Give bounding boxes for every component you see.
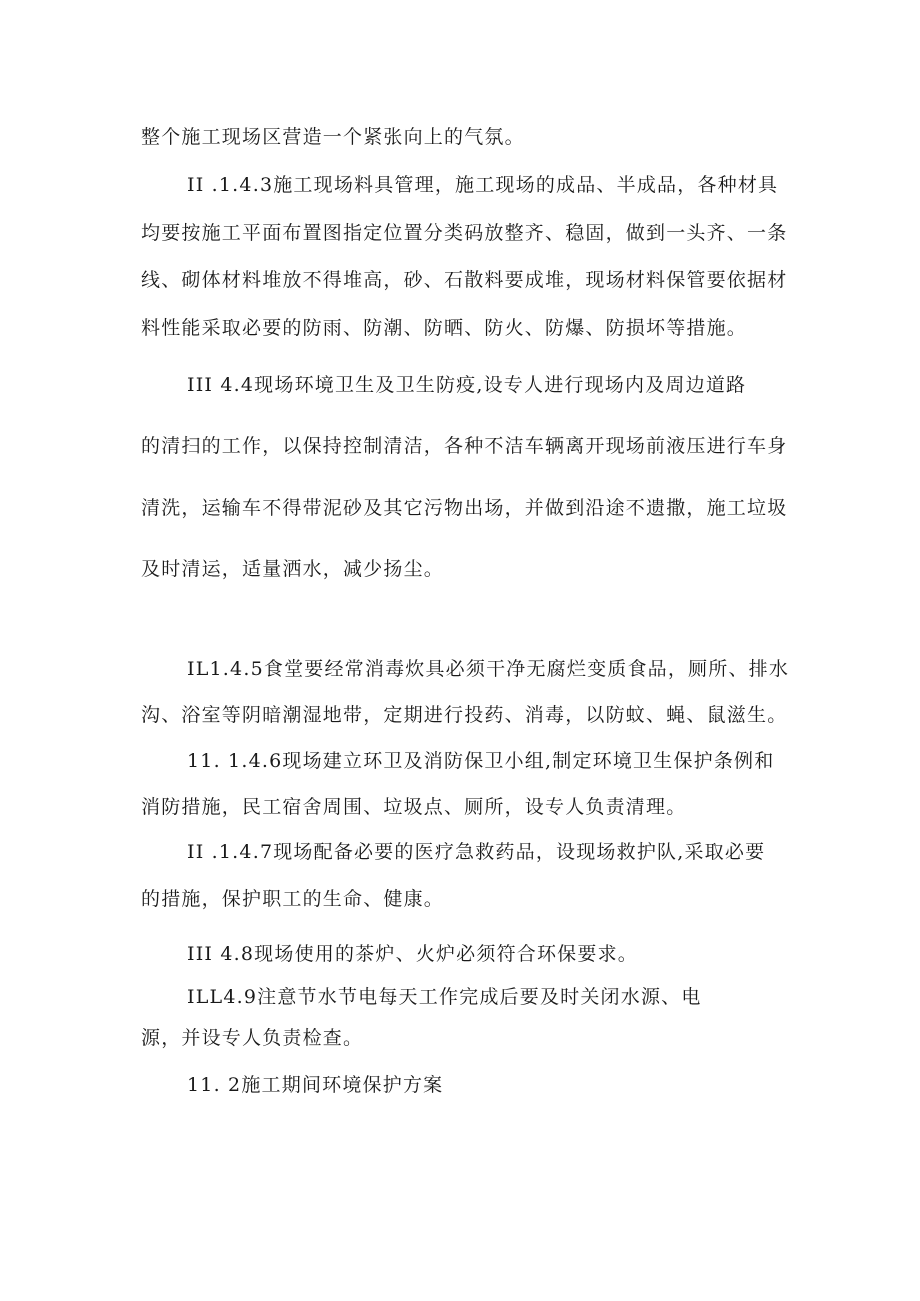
- text-line-7: 的清扫的工作，以保持控制清洁，各种不洁车辆离开现场前液压进行车身: [141, 435, 788, 457]
- text-line-16: III 4.8现场使用的茶炉、火炉必须符合环保要求。: [187, 943, 638, 965]
- text-line-14: II .1.4.7现场配备必要的医疗急救药品，设现场救护队,采取必要: [187, 841, 766, 863]
- text-line-13: 消防措施，民工宿舍周围、垃圾点、厕所，设专人负责清理。: [141, 796, 687, 818]
- text-line-10: IL1.4.5食堂要经常消毒炊具必须干净无腐烂变质食品，厕所、排水: [187, 658, 790, 680]
- text-line-5: 料性能采取必要的防雨、防潮、防晒、防火、防爆、防损坏等措施。: [141, 317, 748, 339]
- text-line-15: 的措施，保护职工的生命、健康。: [141, 888, 445, 910]
- text-line-2: II .1.4.3施工现场料具管理，施工现场的成品、半成品，各种材具: [187, 174, 779, 196]
- text-line-4: 线、砌体材料堆放不得堆高，砂、石散料要成堆，现场材料保管要依据材: [141, 269, 788, 291]
- text-line-11: 沟、浴室等阴暗潮湿地带，定期进行投药、消毒，以防蚊、蝇、鼠滋生。: [141, 704, 788, 726]
- text-line-6: III 4.4现场环境卫生及卫生防疫,设专人进行现场内及周边道路: [187, 374, 747, 396]
- text-line-17: ILL4.9注意节水节电每天工作完成后要及时关闭水源、电: [187, 986, 702, 1008]
- text-line-9: 及时清运，适量洒水，减少扬尘。: [141, 558, 445, 580]
- text-line-3: 均要按施工平面布置图指定位置分类码放整齐、稳固，做到一头齐、一条: [141, 222, 788, 244]
- section-heading: 11. 2施工期间环境保护方案: [187, 1074, 444, 1096]
- text-line-8: 清洗，运输车不得带泥砂及其它污物出场，并做到沿途不遗撒，施工垃圾: [141, 497, 788, 519]
- text-line-18: 源，并设专人负责检查。: [141, 1027, 364, 1049]
- text-line-12: 11. 1.4.6现场建立环卫及消防保卫小组,制定环境卫生保护条例和: [187, 750, 775, 772]
- text-line-1: 整个施工现场区营造一个紧张向上的气氛。: [141, 126, 525, 148]
